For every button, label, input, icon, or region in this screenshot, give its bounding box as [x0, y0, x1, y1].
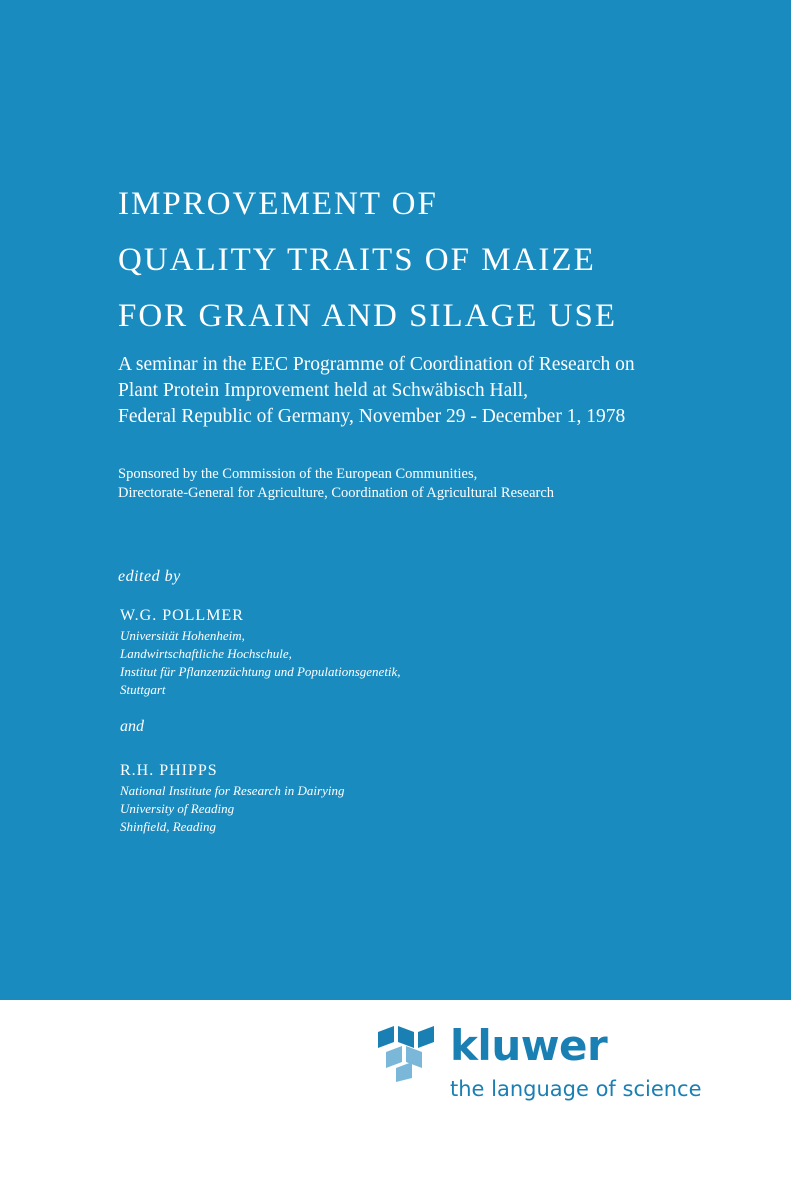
editor-2 [120, 760, 344, 836]
editor-2-affiliation-3: Shinfield, Reading [120, 819, 217, 834]
title-line-2: QUALITY TRAITS OF MAIZE [118, 242, 596, 278]
and-label: and [120, 718, 144, 735]
book-title [118, 176, 617, 344]
editor-1 [120, 605, 401, 699]
editor-1-affiliation-2: Landwirtschaftliche Hochschule, [120, 646, 292, 661]
editor-1-affiliation-1: Universität Hohenheim, [120, 628, 245, 643]
title-line-1: IMPROVEMENT OF [118, 186, 438, 222]
publisher-tagline: the language of science [450, 1077, 702, 1101]
sponsor-note [118, 465, 554, 503]
subtitle-line-3: Federal Republic of Germany, November 29 - December 1, 1978 [118, 406, 626, 427]
publisher-name: kluwer [450, 1021, 608, 1070]
editor-1-affiliation-4: Stuttgart [120, 682, 166, 697]
subtitle-line-2: Plant Protein Improvement held at Schwäbisch Hall, [118, 380, 528, 401]
editor-1-name: W.G. POLLMER [120, 607, 244, 624]
kluwer-logo-icon [378, 1022, 438, 1082]
editor-2-affiliation-2: University of Reading [120, 801, 235, 816]
sponsor-line-2: Directorate-General for Agriculture, Coordination of Agricultural Research [118, 485, 555, 501]
editor-1-affiliation-3: Institut für Pflanzenzüchtung und Populationsgenetik, [120, 664, 401, 679]
editor-2-affiliation-1: National Institute for Research in Dairying [120, 783, 345, 798]
book-subtitle [118, 352, 635, 430]
editor-2-name: R.H. PHIPPS [120, 762, 218, 779]
title-line-3: FOR GRAIN AND SILAGE USE [118, 298, 618, 334]
edited-by-label: edited by [118, 568, 181, 585]
subtitle-line-1: A seminar in the EEC Programme of Coordination of Research on [118, 354, 635, 375]
sponsor-line-1: Sponsored by the Commission of the European Communities, [118, 466, 478, 482]
